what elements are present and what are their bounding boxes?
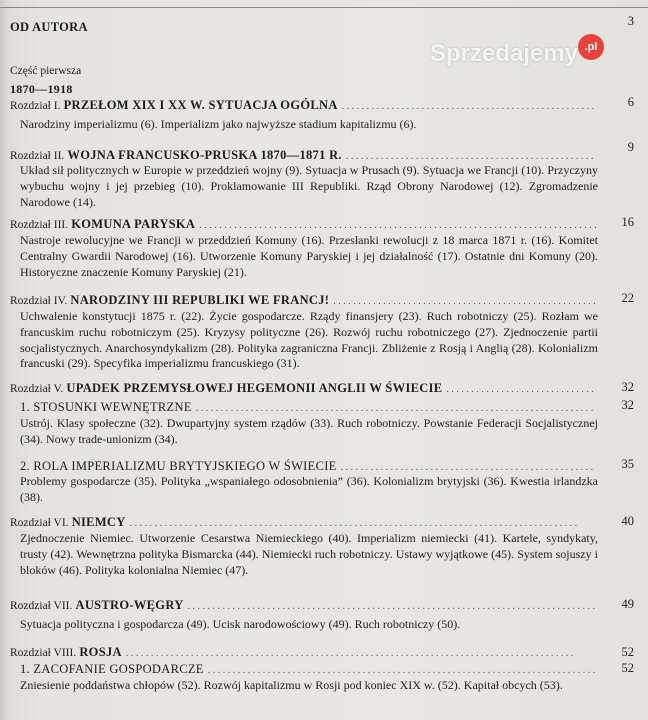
- section-description: Ustrój. Klasy społeczne (32). Dwupartyjny system rządów (33). Ruch robotniczy. Powstanie Federacji Socjalistycznej (34). Nowy trade-unionizm (34).: [20, 416, 598, 446]
- chapter-description: Narodziny imperializmu (6). Imperializm jako najwyższe stadium kapitalizmu (6).: [20, 117, 417, 131]
- toc-chapter-8: [10, 645, 600, 660]
- section-description: Problemy gospodarcze (35). Polityka „wspaniałego odosobnienia” (36). Kolonializm brytyjski (36). Kwestia irlandzka (38).: [20, 474, 598, 504]
- section-title: 1. ZACOFANIE GOSPODARCZE: [20, 662, 204, 676]
- chapter-prefix: Rozdział III.: [10, 219, 69, 231]
- chapter-page: 49: [621, 597, 634, 611]
- section-page: 35: [621, 457, 634, 471]
- chapter-description: Układ sił politycznych w Europie w przeddzień wojny (9). Sytuacja w Prusach (9). Sytuacja we Francji (10). Przyczyny wybuchu wojny i jej przebieg (10). Proklamowanie III Republiki. Rząd Obrony Narodowej (12). Zgromadzenie Narodowe (14).: [20, 163, 598, 209]
- toc-section: [20, 459, 600, 474]
- chapter-prefix: Rozdział I.: [10, 100, 61, 112]
- chapter-page: 9: [627, 140, 634, 154]
- chapter-description: Nastroje rewolucyjne we Francji w przeddzień Komuny (16). Przesłanki rewolucji z 18 marca 1871 r. (16). Komitet Centralny Gwardii Narodowej (16). Utworzenie Komuny Paryskiej i jej działalność (17). Ostatnie dni Komuny (20). Historyczne znaczenie Komuny Paryskiej (21).: [20, 233, 598, 279]
- watermark-logo: Sprzedajemy: [430, 40, 579, 67]
- chapter-title: NIEMCY: [71, 515, 126, 529]
- toc-chapter-7: [10, 598, 600, 613]
- chapter-prefix: Rozdział II.: [10, 150, 65, 162]
- chapter-title: AUSTRO-WĘGRY: [75, 598, 184, 612]
- chapter-page: 16: [621, 215, 634, 229]
- toc-chapter-3: [10, 217, 600, 232]
- toc-chapter-5: [10, 381, 600, 396]
- chapter-description: Zjednoczenie Niemiec. Utworzenie Cesarstwa Niemieckiego (40). Imperializm niemiecki (41). Kartele, syndykaty, trusty (42). Wewnętrzna polityka Bismarcka (44). Niemiecki ruch robotniczy. Ustawy wyjątkowe (45). System sojuszy i bloków (46). Polityka kolonialna Niemiec (47).: [20, 531, 598, 577]
- chapter-description: Sytuacja polityczna i gospodarcza (49). Ucisk narodowościowy (49). Ruch robotniczy (50).: [20, 617, 461, 631]
- section-title: 2. ROLA IMPERIALIZMU BRYTYJSKIEGO W ŚWIECIE: [20, 459, 337, 473]
- dot-leader: [126, 645, 596, 660]
- chapter-title: PRZEŁOM XIX I XX W. SYTUACJA OGÓLNA: [63, 98, 338, 112]
- section-title: 1. STOSUNKI WEWNĘTRZNE: [20, 400, 192, 414]
- dot-leader: [342, 98, 596, 113]
- chapter-page: 52: [621, 645, 634, 659]
- toc-section: [20, 662, 600, 677]
- section-description: Zniesienie poddaństwa chłopów (52). Rozwój kapitalizmu w Rosji pod koniec XIX w. (52). Kapitał obcych (53).: [20, 678, 563, 692]
- chapter-page: 22: [621, 291, 634, 305]
- dot-leader: [199, 217, 596, 232]
- chapter-title: KOMUNA PARYSKA: [71, 217, 196, 231]
- part-years: 1870—1918: [10, 82, 73, 96]
- chapter-prefix: Rozdział IV.: [10, 295, 68, 307]
- dot-leader: [196, 400, 596, 415]
- section-page: 32: [621, 398, 634, 412]
- chapter-page: 40: [621, 514, 634, 528]
- chapter-title: ROSJA: [79, 645, 122, 659]
- chapter-page: 6: [627, 95, 634, 109]
- dot-leader: [346, 148, 596, 163]
- toc-chapter-1: [10, 98, 600, 113]
- chapter-prefix: Rozdział VI.: [10, 517, 69, 529]
- section-page: 52: [621, 661, 634, 675]
- foreword-page: 3: [627, 14, 634, 28]
- chapter-title: NARODZINY III REPUBLIKI WE FRANCJ!: [70, 293, 330, 307]
- part-label: Część pierwsza: [10, 65, 82, 77]
- dot-leader: [208, 662, 596, 677]
- toc-chapter-4: [10, 293, 600, 308]
- dot-leader: [333, 293, 596, 308]
- chapter-page: 32: [621, 380, 634, 394]
- foreword-title: OD AUTORA: [10, 20, 88, 34]
- dot-leader: [188, 598, 596, 613]
- chapter-prefix: Rozdział VIII.: [10, 647, 77, 659]
- chapter-description: Uchwalenie konstytucji 1875 r. (22). Życie gospodarcze. Rządy finansjery (23). Ruch robotniczy (25). Rozłam we francuskim ruchu robotniczym (25). Kryzysy polityczne (26). Rozwój ruchu robotniczego (27). Zjednoczenie partii socjalistycznych. Anarchosyndykalizm (28). Polityka zagraniczna Francji. Zbliżenie z Rosją i Anglią (28). Kolonializm francuski (29). Specyfika imperializmu francuskiego (31).: [20, 309, 598, 371]
- chapter-prefix: Rozdział V.: [10, 383, 64, 395]
- dot-leader: [341, 459, 596, 474]
- toc-chapter-2: [10, 148, 600, 163]
- toc-foreword: [10, 20, 600, 35]
- watermark-badge: .pl: [578, 34, 604, 60]
- toc-chapter-6: [10, 515, 600, 530]
- top-rule: [0, 7, 648, 8]
- chapter-title: UPADEK PRZEMYSŁOWEJ HEGEMONII ANGLII W ŚWIECIE: [66, 381, 443, 395]
- toc-section: [20, 400, 600, 415]
- dot-leader: [130, 515, 596, 530]
- dot-leader: [446, 381, 596, 396]
- chapter-prefix: Rozdział VII.: [10, 600, 73, 612]
- chapter-title: WOJNA FRANCUSKO-PRUSKA 1870—1871 R.: [67, 148, 342, 162]
